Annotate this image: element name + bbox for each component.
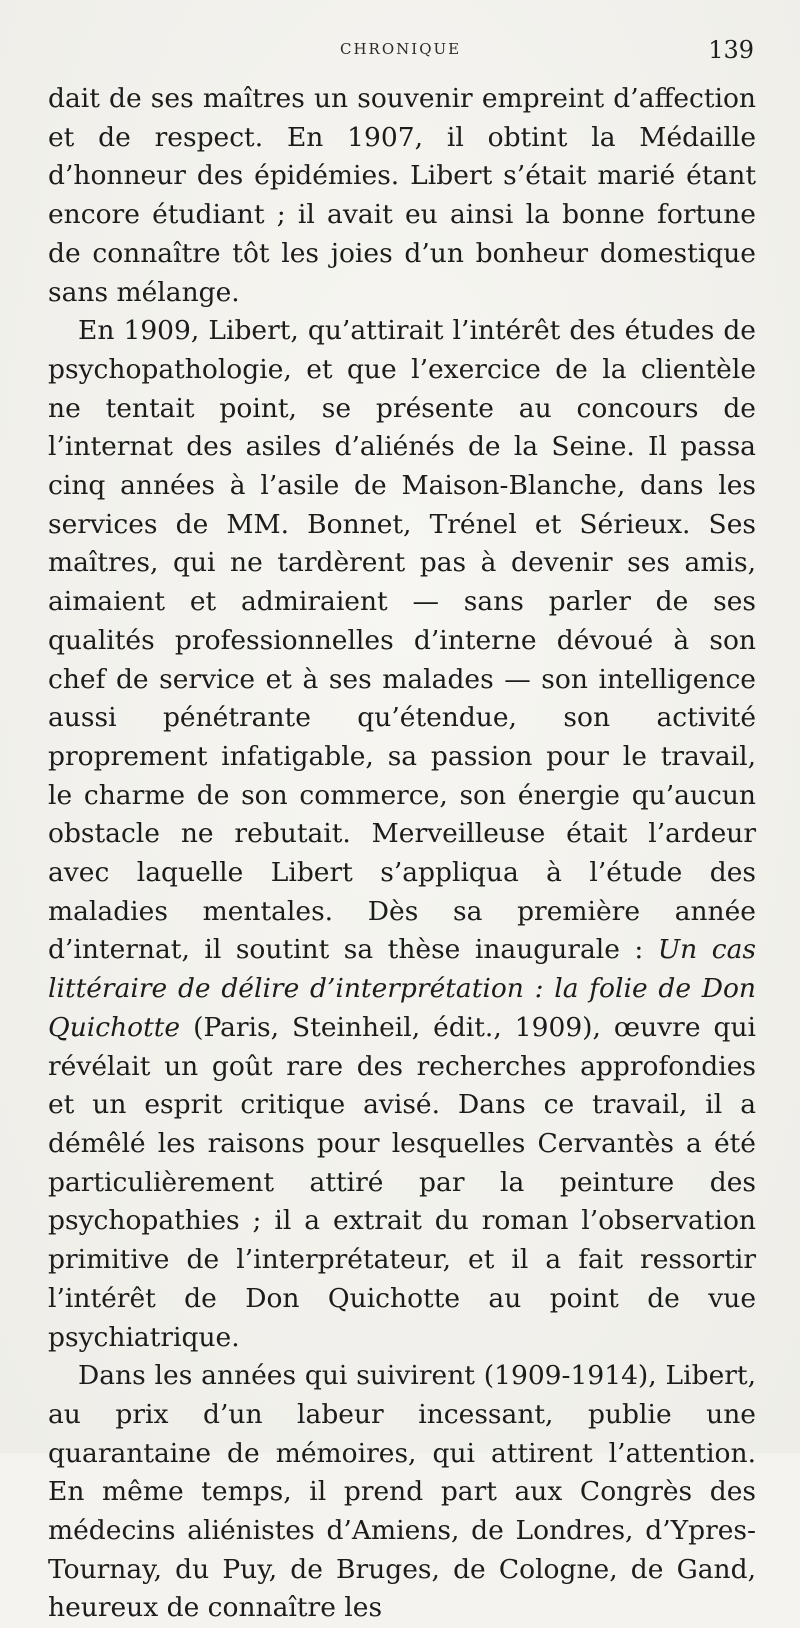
page-header (48, 36, 756, 80)
paragraph-3: Dans les années qui suivirent (1909-1914), Libert, au prix d’un labeur incessant, publie une quarantaine de mémoires, qui attirent l’attention. En même temps, il prend part aux Congrès des médecins aliénistes d’Amiens, de Londres, d’Ypres-Tournay, du Puy, de Bruges, de Cologne, de Gand, heureux de connaître les (48, 1360, 756, 1624)
running-head: CHRONIQUE (340, 40, 462, 58)
body-text (48, 80, 756, 1628)
paragraph-1: dait de ses maîtres un souvenir empreint d’affection et de respect. En 1907, il obtint la Médaille d’honneur des épidémies. Libert s’était marié étant encore étudiant ; il avait eu ainsi la bonne fortune de connaître tôt les joies d’un bonheur domestique sans mélange. (48, 83, 756, 308)
thesis-title: Un cas littéraire de délire d’interprétation : la folie de Don Quichotte (48, 934, 756, 1043)
page-number: 139 (708, 36, 754, 64)
paragraph-2 (48, 312, 756, 1357)
paragraph-2-before: En 1909, Libert, qu’attirait l’intérêt des études de psychopathologie, et que l’exercice de la clientèle ne tentait point, se présente au concours de l’internat des asiles d’aliénés de la Seine. Il passa cinq années à l’asile de Maison-Blanche, dans les services de MM. Bonnet, Trénel et Sérieux. Ses maîtres, qui ne tardèrent pas à devenir ses amis, aimaient et admiraient — sans parler de ses qualités professionnelles d’interne dévoué à son chef de service et à ses malades — son intelligence aussi pénétrante qu’étendue, son activité proprement infatigable, sa passion pour le travail, le charme de son commerce, son énergie qu’aucun obstacle ne rebutait. Merveilleuse était l’ardeur avec laquelle Libert s’appliqua à l’étude des maladies mentales. Dès sa première année d’internat, il soutint sa thèse inaugurale : (48, 315, 756, 966)
paragraph-2-after: (Paris, Steinheil, édit., 1909), œuvre qui révélait un goût rare des recherches approfondies et un esprit critique avisé. Dans ce travail, il a démêlé les raisons pour lesquelles Cervantès a été particulièrement attiré par la peinture des psychopathies ; il a extrait du roman l’observation primitive de l’interprétateur, et il a fait ressortir l’intérêt de Don Quichotte au point de vue psychiatrique. (48, 1011, 756, 1353)
